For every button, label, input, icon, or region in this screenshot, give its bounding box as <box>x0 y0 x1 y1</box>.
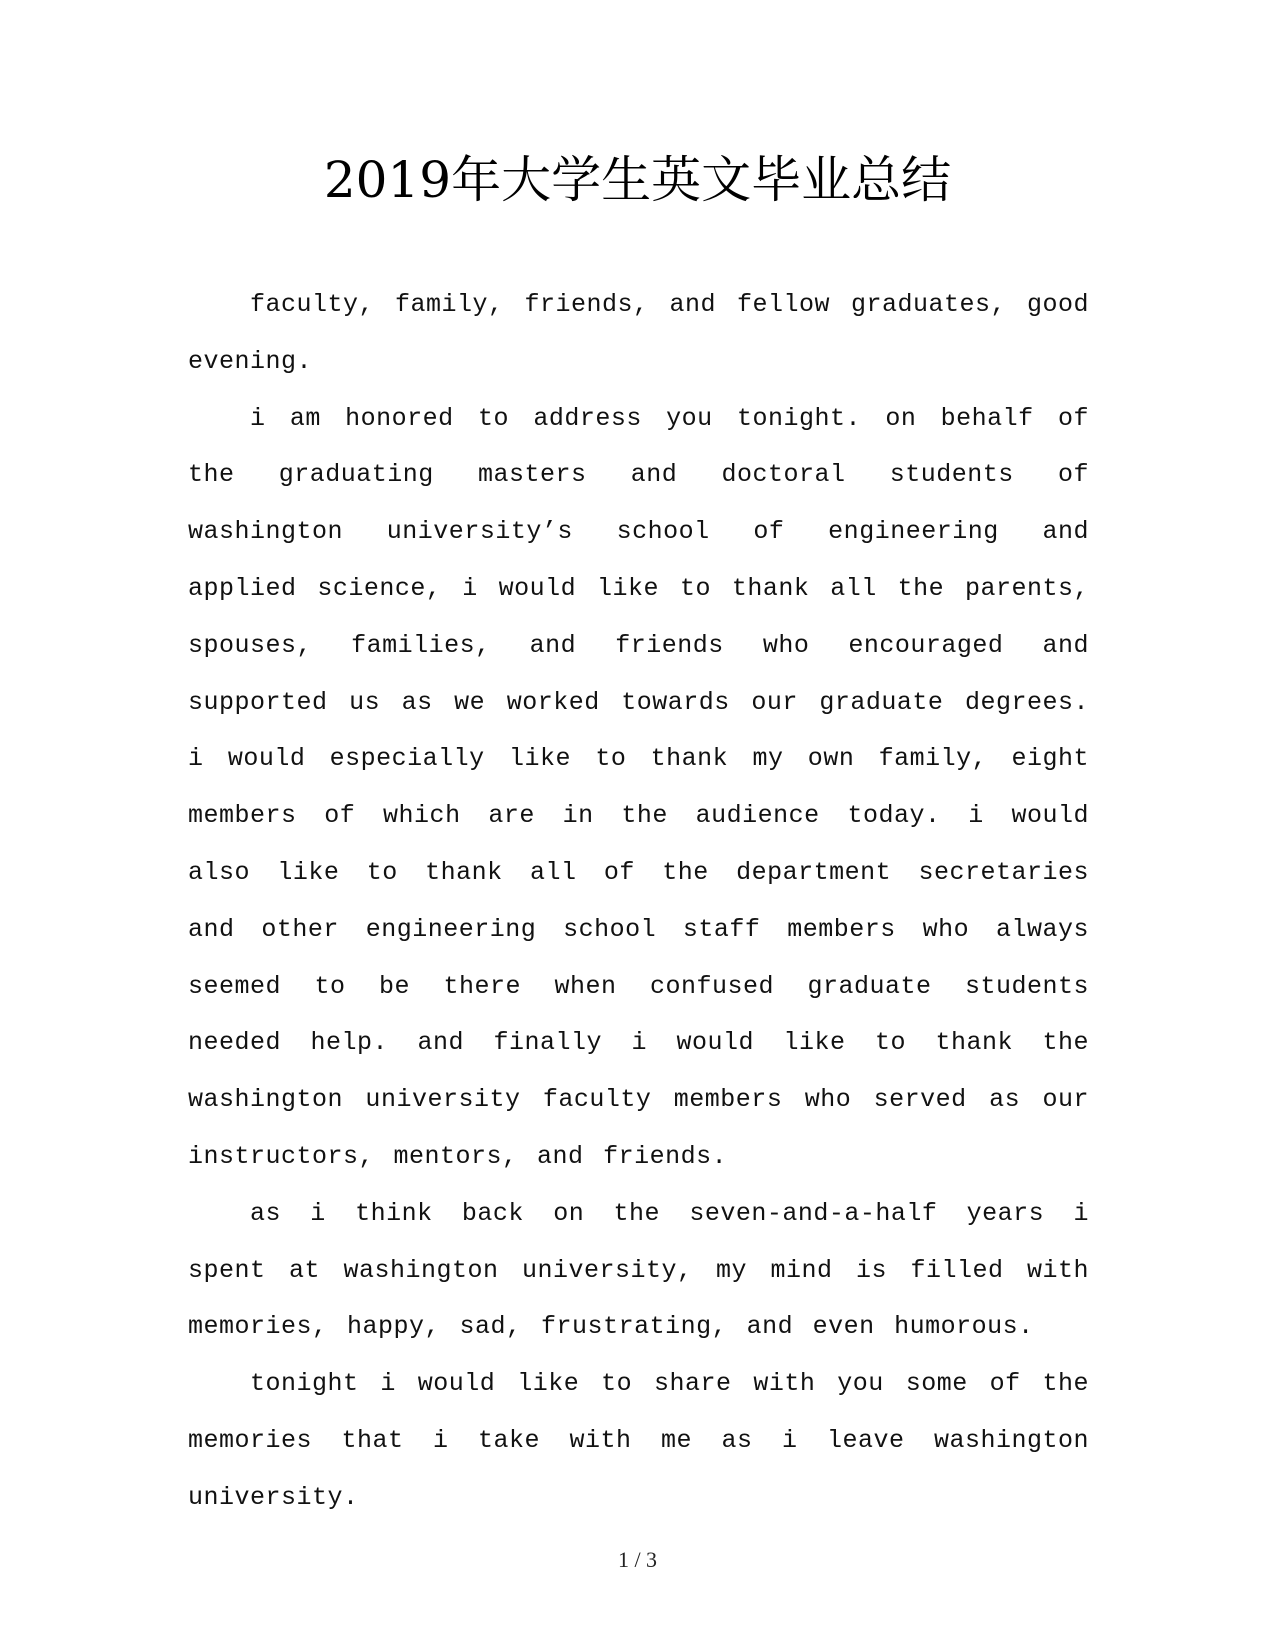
paragraph-memories: as i think back on the seven-and-a-half years i spent at washington university, my mind is filled with memories, happy, sad, frustrating, and even humorous. <box>188 1198 1089 1342</box>
document-title: 2019年大学生英文毕业总结 <box>323 151 952 209</box>
page-number: 1 / 3 <box>617 1547 658 1572</box>
paragraph-share: tonight i would like to share with you some of the memories that i take with me as i leave washington university. <box>188 1369 1089 1512</box>
document-body <box>188 277 1089 1527</box>
paragraph-thanks: i am honored to address you tonight. on behalf of the graduating masters and doctoral students of washington university’s school of engineering and applied science, i would like to thank all the parents, spouses, families, and friends who encouraged and supported us as we worked towards our graduate degrees. i would especially like to thank my own family, eight members of which are in the audience today. i would also like to thank all of the department secretaries and other engineering school staff members who always seemed to be there when confused graduate students needed help. and finally i would like to thank the washington university faculty members who served as our instructors, mentors, and friends. <box>188 403 1089 1171</box>
paragraph-greeting: faculty, family, friends, and fellow graduates, good evening. <box>188 290 1089 376</box>
